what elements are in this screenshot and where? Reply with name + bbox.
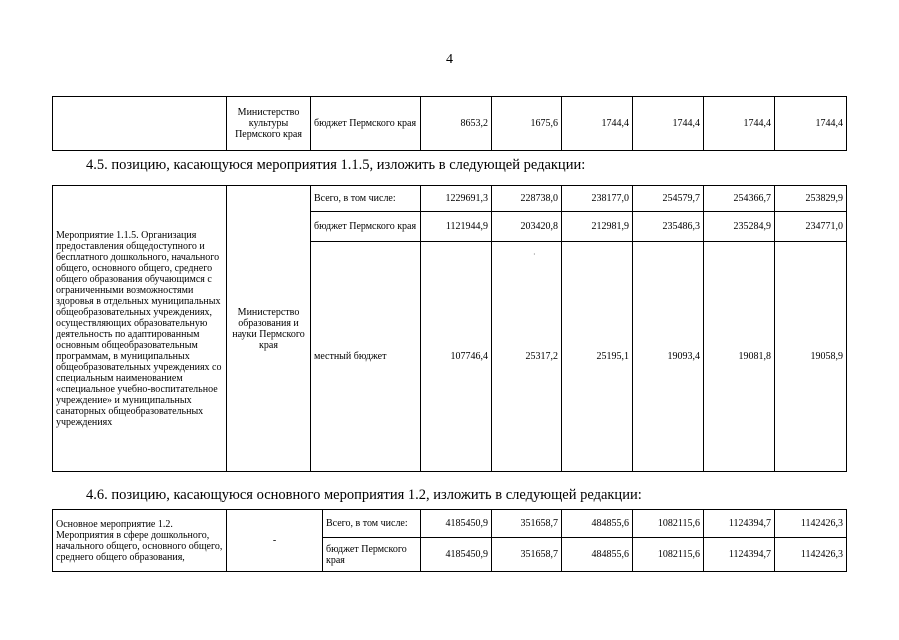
table-row (53, 510, 847, 538)
ministry-cell: - (227, 510, 323, 572)
value-cell: 235486,3 (633, 212, 704, 242)
funding-source-cell: местный бюджет (311, 242, 421, 472)
scan-artifact: · (533, 250, 536, 259)
value-cell: 1082115,6 (633, 538, 704, 572)
value-cell: 1142426,3 (775, 510, 847, 538)
value-cell: 107746,4 (421, 242, 492, 472)
funding-source-cell: Всего, в том числе: (311, 186, 421, 212)
value-cell: 254579,7 (633, 186, 704, 212)
value-cell: 484855,6 (562, 510, 633, 538)
value-cell: 1744,4 (562, 97, 633, 151)
value-cell: 1229691,3 (421, 186, 492, 212)
value-cell: 212981,9 (562, 212, 633, 242)
value-cell: 484855,6 (562, 538, 633, 572)
value-cell: 235284,9 (704, 212, 775, 242)
ministry-cell: Министерство образования и науки Пермского края (227, 186, 311, 472)
value-cell: 1124394,7 (704, 510, 775, 538)
value-cell: 253829,9 (775, 186, 847, 212)
table-row (53, 186, 847, 212)
table-main-measure-1-2 (52, 509, 847, 572)
funding-source-cell: бюджет Пермского края (311, 97, 421, 151)
value-cell: 1744,4 (775, 97, 847, 151)
empty-cell (53, 97, 227, 151)
value-cell: 351658,7 (492, 510, 562, 538)
value-cell: 234771,0 (775, 212, 847, 242)
value-cell: 351658,7 (492, 538, 562, 572)
value-cell: 19081,8 (704, 242, 775, 472)
instruction-text: 4.6. позицию, касающуюся основного мероприятия 1.2, изложить в следующей редакции: (86, 487, 642, 503)
instruction-text: 4.5. позицию, касающуюся мероприятия 1.1.5, изложить в следующей редакции: (86, 157, 586, 173)
value-cell: 238177,0 (562, 186, 633, 212)
funding-source-cell: Всего, в том числе: (323, 510, 421, 538)
page-number: 4 (446, 52, 453, 67)
ministry-cell: Министерство культуры Пермского края (227, 97, 311, 151)
funding-source-cell: бюджет Пермского края (311, 212, 421, 242)
value-cell: 203420,8 (492, 212, 562, 242)
table-ministry-culture (52, 96, 847, 151)
value-cell: 25317,2 (492, 242, 562, 472)
value-cell: 228738,0 (492, 186, 562, 212)
funding-source-cell: бюджет Пермского края (323, 538, 421, 572)
value-cell: 4185450,9 (421, 510, 492, 538)
value-cell: 19058,9 (775, 242, 847, 472)
value-cell: 25195,1 (562, 242, 633, 472)
measure-description-cell: Основное мероприятие 1.2. Мероприятия в сфере дошкольного, начального общего, основного общего, среднего общего образования, (53, 510, 227, 572)
value-cell: 1744,4 (704, 97, 775, 151)
value-cell: 19093,4 (633, 242, 704, 472)
value-cell: 1675,6 (492, 97, 562, 151)
value-cell: 1082115,6 (633, 510, 704, 538)
table-measure-1-1-5 (52, 185, 847, 472)
value-cell: 254366,7 (704, 186, 775, 212)
value-cell: 4185450,9 (421, 538, 492, 572)
value-cell: 1142426,3 (775, 538, 847, 572)
value-cell: 1121944,9 (421, 212, 492, 242)
value-cell: 1744,4 (633, 97, 704, 151)
measure-description-cell: Мероприятие 1.1.5. Организация предоставления общедоступного и бесплатного дошкольного, начального общего, основного общего, среднего общего образования обучающимся с ограниченными возможностями здоровья в отдельных муниципальных общеобразовательных учреждениях, осуществляющих образовательную деятельность по адаптированным основным общеобразовательным программам, в муниципальных общеобразовательных учреждениях со специальным наименованием «специальное учебно-воспитательное учреждение» и муниципальных санаторных общеобразовательных учреждениях (53, 186, 227, 472)
value-cell: 1124394,7 (704, 538, 775, 572)
value-cell: 8653,2 (421, 97, 492, 151)
table-row (53, 97, 847, 151)
